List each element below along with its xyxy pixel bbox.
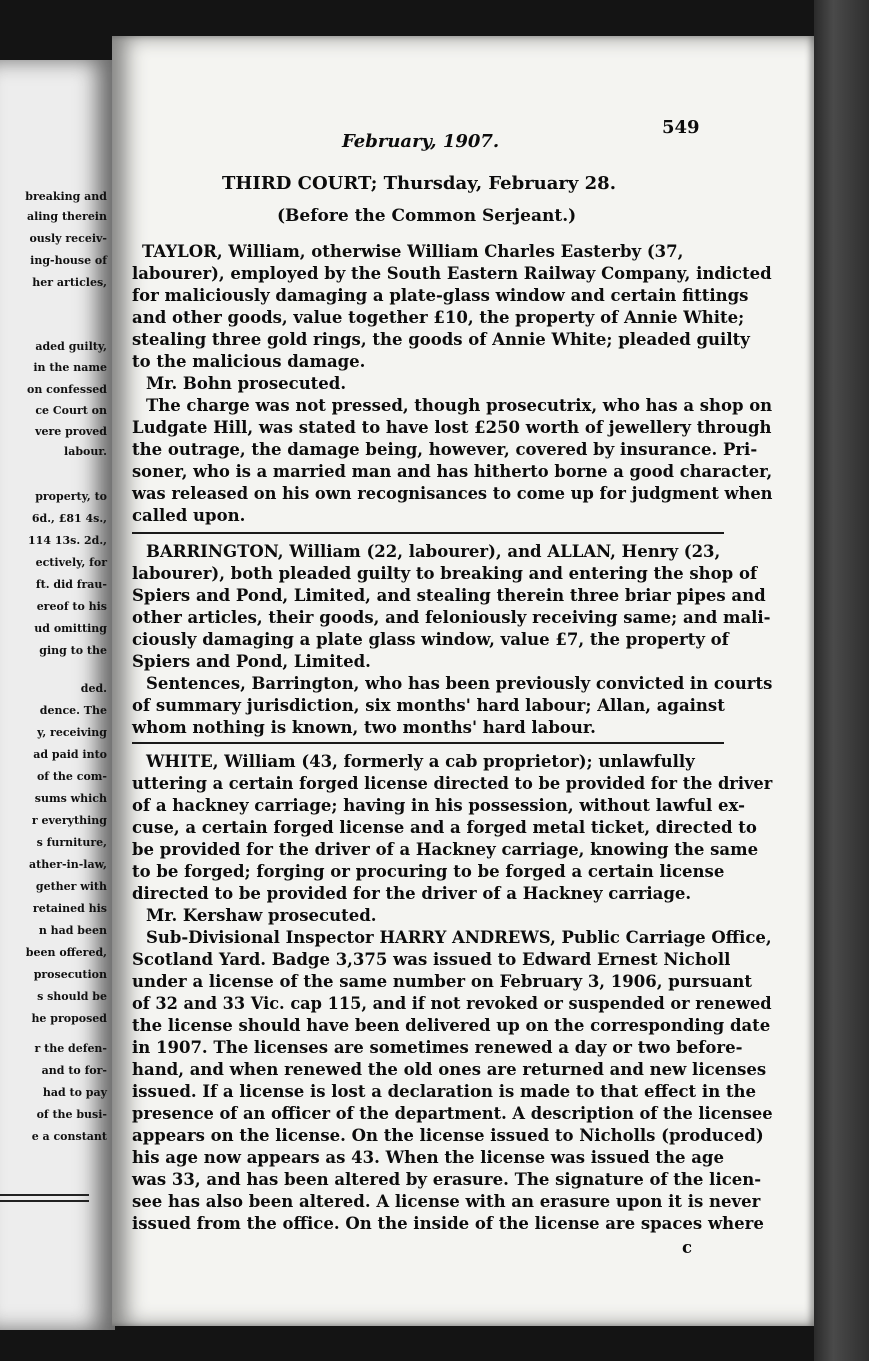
case-line: appears on the license. On the license issued to Nicholls (produced) bbox=[132, 1126, 764, 1145]
left-page-line: sums which bbox=[34, 792, 107, 805]
case-line: presence of an officer of the department. A description of the licensee bbox=[132, 1104, 773, 1123]
left-page-rule bbox=[0, 1200, 89, 1202]
left-page-line: ging to the bbox=[39, 644, 107, 657]
case-line: WHITE, William (43, formerly a cab proprietor); unlawfully bbox=[146, 752, 695, 771]
case-line: Sub-Divisional Inspector HARRY ANDREWS, Public Carriage Office, bbox=[146, 928, 772, 947]
left-page-line: e a constant bbox=[31, 1130, 107, 1143]
case-line: be provided for the driver of a Hackney carriage, knowing the same bbox=[132, 840, 759, 859]
case-line: Spiers and Pond, Limited. bbox=[132, 652, 371, 671]
case-line: labourer), employed by the South Eastern Railway Company, indicted bbox=[132, 264, 772, 283]
left-page-line: ereof to his bbox=[36, 600, 107, 613]
left-page-line: ad paid into bbox=[33, 748, 107, 761]
case-line: the outrage, the damage being, however, covered by insurance. Pri- bbox=[132, 440, 758, 459]
left-page-line: y, receiving bbox=[37, 726, 107, 739]
case-line: The charge was not pressed, though prosecutrix, who has a shop on bbox=[146, 396, 773, 415]
catchword: c bbox=[682, 1238, 693, 1257]
case-separator-rule bbox=[132, 742, 724, 744]
case-line: called upon. bbox=[132, 506, 246, 525]
left-page-line: ather-in-law, bbox=[28, 858, 107, 871]
case-line: his age now appears as 43. When the license was issued the age bbox=[132, 1148, 724, 1167]
left-page-line: retained his bbox=[32, 902, 107, 915]
left-page-line: her articles, bbox=[32, 276, 107, 289]
left-page-line: ded. bbox=[80, 682, 107, 695]
left-page-line: ud omitting bbox=[34, 622, 107, 635]
court-title: THIRD COURT; Thursday, February 28. bbox=[222, 173, 616, 194]
case-line: directed to be provided for the driver of a Hackney carriage. bbox=[132, 884, 692, 903]
left-page-line: r the defen- bbox=[34, 1042, 107, 1055]
book-edge bbox=[814, 0, 869, 1361]
left-page-line: r everything bbox=[31, 814, 107, 827]
left-page-line: 114 13s. 2d., bbox=[28, 534, 107, 547]
case-line: Mr. Bohn prosecuted. bbox=[146, 374, 347, 393]
case-line: in 1907. The licenses are sometimes renewed a day or two before- bbox=[132, 1038, 743, 1057]
left-page-line: 6d., £81 4s., bbox=[31, 512, 107, 525]
case-line: soner, who is a married man and has hitherto borne a good character, bbox=[132, 462, 773, 481]
left-page-line: aling therein bbox=[26, 210, 107, 223]
case-line: ciously damaging a plate glass window, value £7, the property of bbox=[132, 630, 729, 649]
left-page-line: of the busi- bbox=[36, 1108, 107, 1121]
case-line: Ludgate Hill, was stated to have lost £250 worth of jewellery through bbox=[132, 418, 772, 437]
left-page-line: in the name bbox=[33, 361, 107, 374]
case-line: to be forged; forging or procuring to be forged a certain license bbox=[132, 862, 725, 881]
left-page-line: n had been bbox=[38, 924, 107, 937]
left-page bbox=[0, 60, 115, 1330]
case-line: Sentences, Barrington, who has been previously convicted in courts bbox=[146, 674, 773, 693]
case-line: TAYLOR, William, otherwise William Charles Easterby (37, bbox=[142, 242, 684, 261]
left-page-line: ectively, for bbox=[35, 556, 107, 569]
running-title: February, 1907. bbox=[342, 131, 500, 152]
left-page-line: vere proved bbox=[35, 425, 107, 438]
case-line: labourer), both pleaded guilty to breaking and entering the shop of bbox=[132, 564, 758, 583]
left-page-line: prosecution bbox=[33, 968, 107, 981]
case-line: cuse, a certain forged license and a forged metal ticket, directed to bbox=[132, 818, 757, 837]
case-line: whom nothing is known, two months' hard labour. bbox=[132, 718, 596, 737]
left-page-line: ously receiv- bbox=[29, 232, 107, 245]
left-page-line: had to pay bbox=[42, 1086, 107, 1099]
left-page-line: property, to bbox=[35, 490, 107, 503]
case-line: and other goods, value together £10, the property of Annie White; bbox=[132, 308, 745, 327]
left-page-line: been offered, bbox=[25, 946, 107, 959]
case-line: BARRINGTON, William (22, labourer), and ALLAN, Henry (23, bbox=[146, 542, 721, 561]
case-line: to the malicious damage. bbox=[132, 352, 366, 371]
left-page-line: labour. bbox=[64, 445, 107, 458]
left-page-rule bbox=[0, 1194, 89, 1196]
case-line: was released on his own recognisances to come up for judgment when bbox=[132, 484, 773, 503]
page-number: 549 bbox=[662, 117, 700, 138]
case-line: under a license of the same number on February 3, 1906, pursuant bbox=[132, 972, 753, 991]
case-line: stealing three gold rings, the goods of Annie White; pleaded guilty bbox=[132, 330, 750, 349]
case-line: was 33, and has been altered by erasure. The signature of the licen- bbox=[132, 1170, 762, 1189]
court-subtitle: (Before the Common Serjeant.) bbox=[277, 206, 577, 226]
left-page-line: s should be bbox=[37, 990, 107, 1003]
case-line: Scotland Yard. Badge 3,375 was issued to Edward Ernest Nicholl bbox=[132, 950, 731, 969]
left-page-line: s furniture, bbox=[36, 836, 107, 849]
case-line: uttering a certain forged license directed to be provided for the driver bbox=[132, 774, 773, 793]
case-line: issued from the office. On the inside of the license are spaces where bbox=[132, 1214, 764, 1233]
left-page-line: ce Court on bbox=[35, 404, 107, 417]
case-line: Spiers and Pond, Limited, and stealing therein three briar pipes and bbox=[132, 586, 766, 605]
left-page-line: of the com- bbox=[36, 770, 107, 783]
case-line: Mr. Kershaw prosecuted. bbox=[146, 906, 377, 925]
left-page-line: breaking and bbox=[25, 190, 107, 203]
left-page-line: he proposed bbox=[31, 1012, 107, 1025]
case-line: for maliciously damaging a plate-glass window and certain fittings bbox=[132, 286, 749, 305]
case-line: issued. If a license is lost a declaration is made to that effect in the bbox=[132, 1082, 757, 1101]
left-page-line: ft. did frau- bbox=[35, 578, 107, 591]
left-page-line: and to for- bbox=[41, 1064, 107, 1077]
left-page-line: gether with bbox=[35, 880, 107, 893]
case-line: hand, and when renewed the old ones are returned and new licenses bbox=[132, 1060, 767, 1079]
left-page-line: dence. The bbox=[39, 704, 107, 717]
case-separator-rule bbox=[132, 532, 724, 534]
left-page-line: on confessed bbox=[26, 383, 107, 396]
left-page-line: ing-house of bbox=[30, 254, 107, 267]
case-line: of a hackney carriage; having in his possession, without lawful ex- bbox=[132, 796, 745, 815]
case-line: of summary jurisdiction, six months' hard labour; Allan, against bbox=[132, 696, 725, 715]
case-line: see has also been altered. A license with an erasure upon it is never bbox=[132, 1192, 761, 1211]
main-page bbox=[112, 36, 814, 1326]
case-line: other articles, their goods, and feloniously receiving same; and mali- bbox=[132, 608, 771, 627]
case-line: of 32 and 33 Vic. cap 115, and if not revoked or suspended or renewed bbox=[132, 994, 772, 1013]
left-page-line: aded guilty, bbox=[35, 340, 107, 353]
case-line: the license should have been delivered up on the corresponding date bbox=[132, 1016, 771, 1035]
